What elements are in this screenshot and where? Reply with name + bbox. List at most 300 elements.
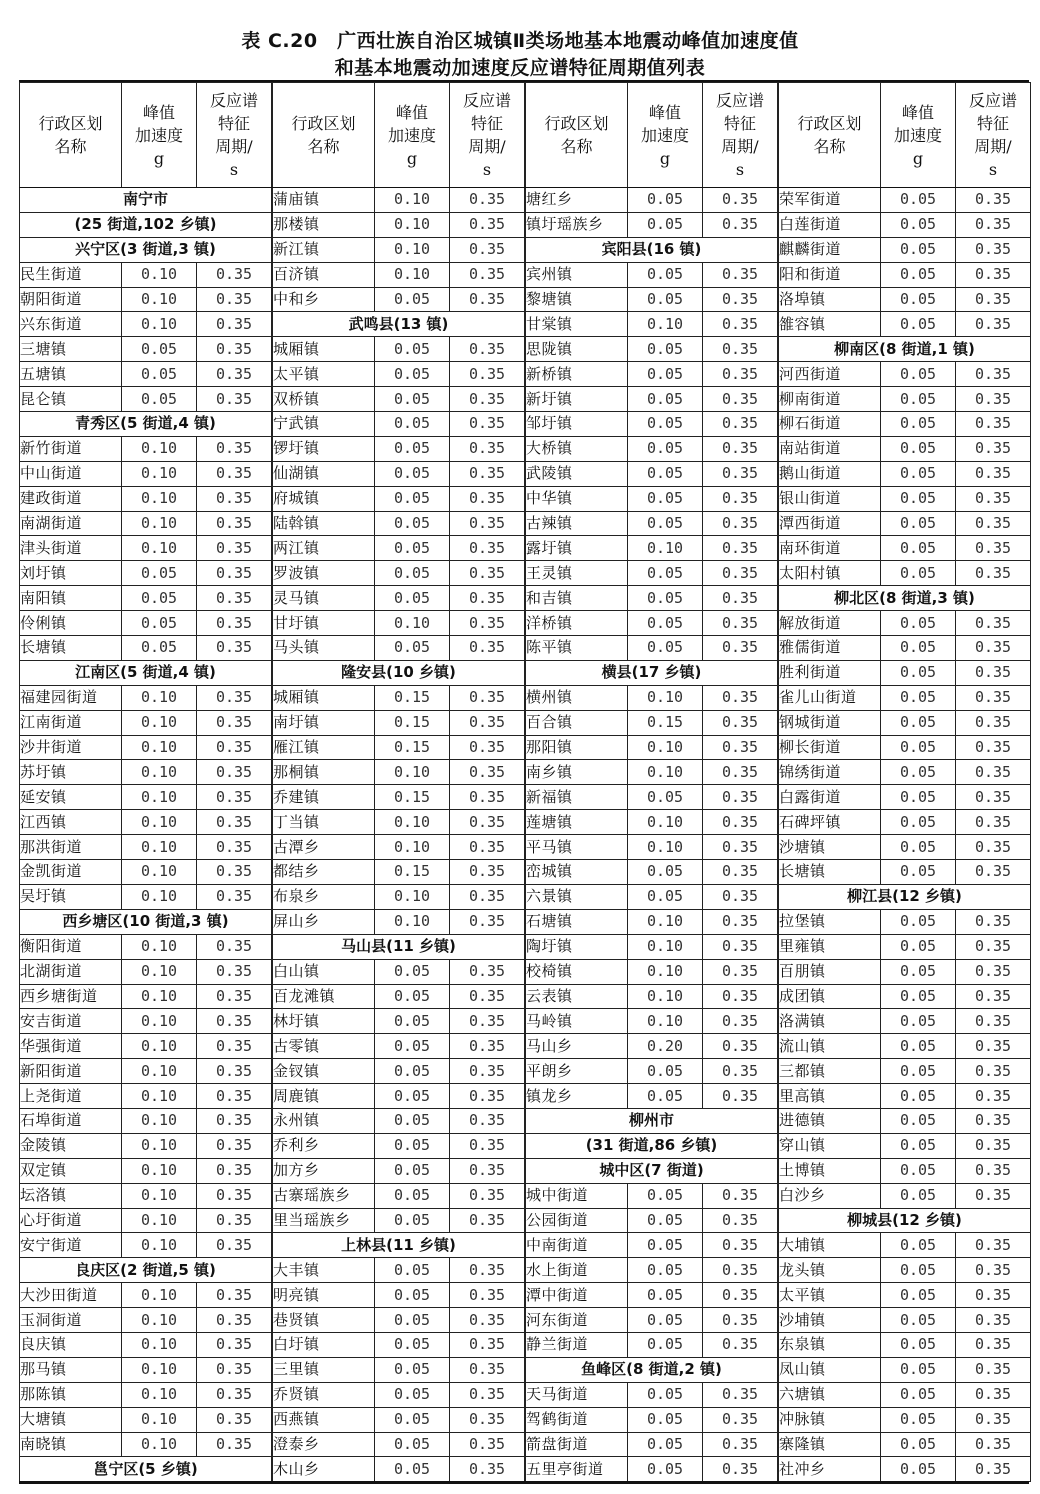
- peak-acceleration-value: 0.10: [122, 1108, 197, 1133]
- place-name: 成团镇: [779, 984, 881, 1009]
- peak-acceleration-value: 0.05: [881, 1059, 956, 1084]
- characteristic-period-value: 0.35: [703, 1059, 778, 1084]
- characteristic-period-value: 0.35: [450, 1332, 525, 1357]
- characteristic-period-value: 0.35: [450, 735, 525, 760]
- place-name: 里高镇: [779, 1084, 881, 1109]
- table-row: [273, 1133, 525, 1158]
- peak-acceleration-value: 0.10: [375, 760, 450, 785]
- peak-acceleration-value: 0.05: [628, 212, 703, 237]
- peak-acceleration-value: 0.10: [628, 685, 703, 710]
- peak-acceleration-value: 0.05: [881, 1258, 956, 1283]
- peak-acceleration-value: 0.05: [881, 810, 956, 835]
- bottom-rule: [19, 1481, 1029, 1484]
- place-name: 长塘镇: [20, 636, 122, 661]
- table-columns: [19, 82, 1029, 1482]
- group-label: 良庆区(2 街道,5 镇): [20, 1258, 272, 1283]
- peak-acceleration-value: 0.05: [881, 1283, 956, 1308]
- place-name: 社冲乡: [779, 1457, 881, 1482]
- place-name: 三里镇: [273, 1357, 375, 1382]
- characteristic-period-value: 0.35: [197, 1233, 272, 1258]
- table-row: [20, 586, 272, 611]
- peak-acceleration-value: 0.10: [122, 710, 197, 735]
- place-name: 镇圩瑶族乡: [526, 212, 628, 237]
- peak-acceleration-value: 0.10: [122, 1183, 197, 1208]
- peak-acceleration-value: 0.05: [375, 1133, 450, 1158]
- table-row: [779, 934, 1031, 959]
- peak-acceleration-value: 0.05: [881, 1233, 956, 1258]
- table-row: [526, 835, 778, 860]
- characteristic-period-value: 0.35: [450, 860, 525, 885]
- table-row: [779, 237, 1031, 262]
- table-row: [20, 536, 272, 561]
- characteristic-period-value: 0.35: [450, 387, 525, 412]
- peak-acceleration-value: 0.05: [628, 1332, 703, 1357]
- table-row: [20, 1233, 272, 1258]
- table-row: [273, 412, 525, 437]
- characteristic-period-value: 0.35: [703, 810, 778, 835]
- place-name: 中山街道: [20, 461, 122, 486]
- place-name: 沙井街道: [20, 735, 122, 760]
- table-row: [779, 735, 1031, 760]
- characteristic-period-value: 0.35: [956, 1407, 1031, 1432]
- place-name: 巷贤镇: [273, 1308, 375, 1333]
- characteristic-period-value: 0.35: [197, 1034, 272, 1059]
- peak-acceleration-value: 0.05: [375, 387, 450, 412]
- table-row: [779, 536, 1031, 561]
- peak-acceleration-value: 0.05: [881, 860, 956, 885]
- place-name: 白山镇: [273, 959, 375, 984]
- table-row: [20, 959, 272, 984]
- peak-acceleration-value: 0.05: [881, 835, 956, 860]
- table-row: [526, 984, 778, 1009]
- peak-acceleration-value: 0.05: [628, 1258, 703, 1283]
- characteristic-period-value: 0.35: [197, 835, 272, 860]
- place-name: 新竹街道: [20, 436, 122, 461]
- place-name: 津头街道: [20, 536, 122, 561]
- table-row: [20, 1059, 272, 1084]
- characteristic-period-value: 0.35: [703, 1283, 778, 1308]
- characteristic-period-value: 0.35: [450, 984, 525, 1009]
- place-name: 城厢镇: [273, 685, 375, 710]
- characteristic-period-value: 0.35: [197, 262, 272, 287]
- peak-acceleration-value: 0.05: [122, 611, 197, 636]
- characteristic-period-value: 0.35: [703, 1009, 778, 1034]
- place-name: 长塘镇: [779, 860, 881, 885]
- peak-acceleration-value: 0.10: [122, 1009, 197, 1034]
- characteristic-period-value: 0.35: [450, 237, 525, 262]
- peak-acceleration-value: 0.10: [122, 1357, 197, 1382]
- table-row: [20, 1158, 272, 1183]
- table-row: [273, 1158, 525, 1183]
- place-name: 安吉街道: [20, 1009, 122, 1034]
- place-name: 大塘镇: [20, 1407, 122, 1432]
- place-name: 乔贤镇: [273, 1382, 375, 1407]
- peak-acceleration-value: 0.10: [122, 262, 197, 287]
- header-row: [20, 83, 272, 188]
- table-row: [273, 884, 525, 909]
- group-label: 柳江县(12 乡镇): [779, 884, 1031, 909]
- peak-acceleration-value: 0.10: [122, 760, 197, 785]
- characteristic-period-value: 0.35: [703, 1233, 778, 1258]
- table-row: [779, 660, 1031, 685]
- peak-acceleration-value: 0.10: [122, 511, 197, 536]
- peak-acceleration-value: 0.10: [122, 461, 197, 486]
- peak-acceleration-value: 0.10: [122, 1158, 197, 1183]
- table-title-line-2: 和基本地震动加速度反应谱特征周期值列表: [334, 57, 706, 79]
- place-name: 大沙田街道: [20, 1283, 122, 1308]
- place-name: 衡阳街道: [20, 934, 122, 959]
- characteristic-period-value: 0.35: [703, 586, 778, 611]
- table-row: [273, 262, 525, 287]
- characteristic-period-value: 0.35: [703, 412, 778, 437]
- place-name: 延安镇: [20, 785, 122, 810]
- place-name: 雁江镇: [273, 735, 375, 760]
- characteristic-period-value: 0.35: [450, 1133, 525, 1158]
- place-name: 都结乡: [273, 860, 375, 885]
- peak-acceleration-value: 0.05: [628, 1308, 703, 1333]
- peak-acceleration-value: 0.10: [628, 312, 703, 337]
- header-characteristic-period: 反应谱 特征 周期/ s: [450, 83, 525, 188]
- place-name: 上尧街道: [20, 1084, 122, 1109]
- characteristic-period-value: 0.35: [197, 511, 272, 536]
- characteristic-period-value: 0.35: [703, 1034, 778, 1059]
- peak-acceleration-value: 0.05: [628, 611, 703, 636]
- table-row: [526, 312, 778, 337]
- place-name: 峦城镇: [526, 860, 628, 885]
- table-row: [20, 337, 272, 362]
- place-name: 陆斡镇: [273, 511, 375, 536]
- table-row: [20, 735, 272, 760]
- table-row: [779, 909, 1031, 934]
- table-row: [526, 785, 778, 810]
- table-row: [779, 810, 1031, 835]
- characteristic-period-value: 0.35: [450, 1308, 525, 1333]
- peak-acceleration-value: 0.05: [628, 1084, 703, 1109]
- characteristic-period-value: 0.35: [197, 1158, 272, 1183]
- table-column-4: [778, 82, 1031, 1482]
- peak-acceleration-value: 0.10: [628, 1009, 703, 1034]
- place-name: 甘圩镇: [273, 611, 375, 636]
- table-row: [526, 436, 778, 461]
- characteristic-period-value: 0.35: [703, 735, 778, 760]
- characteristic-period-value: 0.35: [956, 1357, 1031, 1382]
- place-name: 雅儒街道: [779, 636, 881, 661]
- table-row: [273, 984, 525, 1009]
- place-name: 沙塘镇: [779, 835, 881, 860]
- place-name: 横州镇: [526, 685, 628, 710]
- characteristic-period-value: 0.35: [956, 237, 1031, 262]
- characteristic-period-value: 0.35: [197, 1407, 272, 1432]
- characteristic-period-value: 0.35: [703, 835, 778, 860]
- characteristic-period-value: 0.35: [703, 337, 778, 362]
- table-row: [526, 1407, 778, 1432]
- place-name: 和吉镇: [526, 586, 628, 611]
- place-name: 太平镇: [273, 362, 375, 387]
- characteristic-period-value: 0.35: [450, 511, 525, 536]
- table-row: [273, 1084, 525, 1109]
- characteristic-period-value: 0.35: [197, 611, 272, 636]
- characteristic-period-value: 0.35: [197, 685, 272, 710]
- table-row: [779, 860, 1031, 885]
- place-name: 那陈镇: [20, 1382, 122, 1407]
- table-row: [20, 1208, 272, 1233]
- table-row: [526, 1382, 778, 1407]
- characteristic-period-value: 0.35: [956, 212, 1031, 237]
- group-label: 柳城县(12 乡镇): [779, 1208, 1031, 1233]
- place-name: 金钗镇: [273, 1059, 375, 1084]
- table-row: [20, 511, 272, 536]
- place-name: 陶圩镇: [526, 934, 628, 959]
- characteristic-period-value: 0.35: [197, 536, 272, 561]
- table-row: [20, 785, 272, 810]
- characteristic-period-value: 0.35: [956, 188, 1031, 213]
- table-row: [779, 685, 1031, 710]
- place-name: 伶俐镇: [20, 611, 122, 636]
- characteristic-period-value: 0.35: [703, 486, 778, 511]
- peak-acceleration-value: 0.10: [628, 735, 703, 760]
- place-name: 江西镇: [20, 810, 122, 835]
- group-header-row: [20, 188, 272, 213]
- table-row: [526, 262, 778, 287]
- peak-acceleration-value: 0.05: [375, 486, 450, 511]
- characteristic-period-value: 0.35: [703, 860, 778, 885]
- place-name: 六塘镇: [779, 1382, 881, 1407]
- place-name: 罗波镇: [273, 561, 375, 586]
- place-name: 锦绣街道: [779, 760, 881, 785]
- characteristic-period-value: 0.35: [703, 1382, 778, 1407]
- characteristic-period-value: 0.35: [956, 1009, 1031, 1034]
- place-name: 城中街道: [526, 1183, 628, 1208]
- place-name: 宁武镇: [273, 412, 375, 437]
- table-row: [20, 312, 272, 337]
- peak-acceleration-value: 0.10: [375, 212, 450, 237]
- table-row: [273, 636, 525, 661]
- table-row: [526, 1432, 778, 1457]
- group-header-row: [526, 1357, 778, 1382]
- place-name: 金凯街道: [20, 860, 122, 885]
- peak-acceleration-value: 0.05: [881, 1357, 956, 1382]
- place-name: 钢城街道: [779, 710, 881, 735]
- table-row: [526, 810, 778, 835]
- peak-acceleration-value: 0.10: [122, 1084, 197, 1109]
- place-name: 华强街道: [20, 1034, 122, 1059]
- place-name: 中华镇: [526, 486, 628, 511]
- characteristic-period-value: 0.35: [450, 760, 525, 785]
- header-peak-acceleration: 峰值 加速度 g: [122, 83, 197, 188]
- place-name: 江南街道: [20, 710, 122, 735]
- peak-acceleration-value: 0.05: [628, 486, 703, 511]
- table-row: [20, 561, 272, 586]
- table-row: [273, 337, 525, 362]
- table-row: [273, 685, 525, 710]
- place-name: 土博镇: [779, 1158, 881, 1183]
- table-row: [526, 1183, 778, 1208]
- characteristic-period-value: 0.35: [703, 536, 778, 561]
- characteristic-period-value: 0.35: [703, 287, 778, 312]
- characteristic-period-value: 0.35: [450, 436, 525, 461]
- table-row: [779, 835, 1031, 860]
- peak-acceleration-value: 0.10: [628, 959, 703, 984]
- characteristic-period-value: 0.35: [956, 262, 1031, 287]
- peak-acceleration-value: 0.05: [375, 287, 450, 312]
- table-row: [526, 586, 778, 611]
- place-name: 那桐镇: [273, 760, 375, 785]
- table-row: [273, 611, 525, 636]
- peak-acceleration-value: 0.10: [375, 909, 450, 934]
- characteristic-period-value: 0.35: [956, 760, 1031, 785]
- characteristic-period-value: 0.35: [197, 362, 272, 387]
- table-column-2: [272, 82, 525, 1482]
- place-name: 天马街道: [526, 1382, 628, 1407]
- place-name: 思陇镇: [526, 337, 628, 362]
- table-row: [20, 611, 272, 636]
- place-name: 明亮镇: [273, 1283, 375, 1308]
- table-row: [273, 1009, 525, 1034]
- table-row: [526, 1009, 778, 1034]
- group-label: 邕宁区(5 乡镇): [20, 1457, 272, 1482]
- peak-acceleration-value: 0.10: [122, 785, 197, 810]
- characteristic-period-value: 0.35: [703, 387, 778, 412]
- characteristic-period-value: 0.35: [703, 710, 778, 735]
- place-name: 鹅山街道: [779, 461, 881, 486]
- peak-acceleration-value: 0.05: [628, 412, 703, 437]
- place-name: 三都镇: [779, 1059, 881, 1084]
- characteristic-period-value: 0.35: [450, 337, 525, 362]
- group-header-row: [20, 1258, 272, 1283]
- characteristic-period-value: 0.35: [450, 1283, 525, 1308]
- group-label: 马山县(11 乡镇): [273, 934, 525, 959]
- table-row: [779, 312, 1031, 337]
- peak-acceleration-value: 0.10: [628, 536, 703, 561]
- place-name: 太平镇: [779, 1283, 881, 1308]
- header-name: 行政区划 名称: [273, 83, 375, 188]
- peak-acceleration-value: 0.05: [628, 1457, 703, 1482]
- peak-acceleration-value: 0.05: [628, 636, 703, 661]
- peak-acceleration-value: 0.10: [122, 287, 197, 312]
- peak-acceleration-value: 0.05: [881, 188, 956, 213]
- characteristic-period-value: 0.35: [197, 934, 272, 959]
- table-row: [526, 1258, 778, 1283]
- place-name: 麒麟街道: [779, 237, 881, 262]
- group-label: 青秀区(5 街道,4 镇): [20, 412, 272, 437]
- characteristic-period-value: 0.35: [197, 337, 272, 362]
- place-name: 古辣镇: [526, 511, 628, 536]
- table-row: [273, 1108, 525, 1133]
- table-row: [779, 511, 1031, 536]
- place-name: 新福镇: [526, 785, 628, 810]
- table-row: [273, 561, 525, 586]
- characteristic-period-value: 0.35: [703, 959, 778, 984]
- place-name: 公园街道: [526, 1208, 628, 1233]
- table-row: [779, 486, 1031, 511]
- table-row: [779, 1457, 1031, 1482]
- group-header-row: [779, 1208, 1031, 1233]
- characteristic-period-value: 0.35: [450, 1059, 525, 1084]
- characteristic-period-value: 0.35: [450, 188, 525, 213]
- place-name: 白露街道: [779, 785, 881, 810]
- characteristic-period-value: 0.35: [956, 1233, 1031, 1258]
- place-name: 灵马镇: [273, 586, 375, 611]
- place-name: 东泉镇: [779, 1332, 881, 1357]
- place-name: 西燕镇: [273, 1407, 375, 1432]
- place-name: 双桥镇: [273, 387, 375, 412]
- table-row: [779, 1258, 1031, 1283]
- characteristic-period-value: 0.35: [703, 1183, 778, 1208]
- table-row: [20, 1283, 272, 1308]
- table-row: [779, 1084, 1031, 1109]
- peak-acceleration-value: 0.05: [881, 611, 956, 636]
- characteristic-period-value: 0.35: [197, 1332, 272, 1357]
- group-header-row: [20, 909, 272, 934]
- place-name: 河东街道: [526, 1308, 628, 1333]
- place-name: 加方乡: [273, 1158, 375, 1183]
- table-row: [779, 387, 1031, 412]
- table-row: [20, 1407, 272, 1432]
- peak-acceleration-value: 0.05: [881, 1009, 956, 1034]
- characteristic-period-value: 0.35: [956, 1084, 1031, 1109]
- peak-acceleration-value: 0.05: [881, 461, 956, 486]
- characteristic-period-value: 0.35: [197, 710, 272, 735]
- peak-acceleration-value: 0.15: [375, 735, 450, 760]
- characteristic-period-value: 0.35: [956, 1432, 1031, 1457]
- table-row: [779, 212, 1031, 237]
- characteristic-period-value: 0.35: [197, 884, 272, 909]
- table-row: [526, 685, 778, 710]
- place-name: 古零镇: [273, 1034, 375, 1059]
- place-name: 布泉乡: [273, 884, 375, 909]
- characteristic-period-value: 0.35: [197, 760, 272, 785]
- peak-acceleration-value: 0.05: [375, 1009, 450, 1034]
- place-name: 三塘镇: [20, 337, 122, 362]
- characteristic-period-value: 0.35: [450, 212, 525, 237]
- place-name: 乔利乡: [273, 1133, 375, 1158]
- place-name: 凤山镇: [779, 1357, 881, 1382]
- table-row: [20, 436, 272, 461]
- peak-acceleration-value: 0.10: [628, 810, 703, 835]
- peak-acceleration-value: 0.05: [628, 436, 703, 461]
- table-row: [20, 636, 272, 661]
- place-name: 马山乡: [526, 1034, 628, 1059]
- place-name: 黎塘镇: [526, 287, 628, 312]
- peak-acceleration-value: 0.10: [122, 884, 197, 909]
- table-row: [273, 287, 525, 312]
- peak-acceleration-value: 0.10: [375, 237, 450, 262]
- characteristic-period-value: 0.35: [703, 212, 778, 237]
- table-row: [779, 561, 1031, 586]
- table-row: [273, 1332, 525, 1357]
- place-name: 百济镇: [273, 262, 375, 287]
- table-row: [779, 1332, 1031, 1357]
- header-name: 行政区划 名称: [526, 83, 628, 188]
- place-name: 潭西街道: [779, 511, 881, 536]
- peak-acceleration-value: 0.05: [628, 511, 703, 536]
- place-name: 流山镇: [779, 1034, 881, 1059]
- table-row: [20, 1084, 272, 1109]
- place-name: 马岭镇: [526, 1009, 628, 1034]
- peak-acceleration-value: 0.10: [122, 1059, 197, 1084]
- table-row: [20, 262, 272, 287]
- peak-acceleration-value: 0.05: [628, 461, 703, 486]
- table-row: [526, 362, 778, 387]
- table-row: [273, 1258, 525, 1283]
- place-name: 坛洛镇: [20, 1183, 122, 1208]
- peak-acceleration-value: 0.05: [375, 511, 450, 536]
- characteristic-period-value: 0.35: [450, 636, 525, 661]
- place-name: 平朗乡: [526, 1059, 628, 1084]
- characteristic-period-value: 0.35: [450, 1208, 525, 1233]
- place-name: 六景镇: [526, 884, 628, 909]
- peak-acceleration-value: 0.05: [375, 1108, 450, 1133]
